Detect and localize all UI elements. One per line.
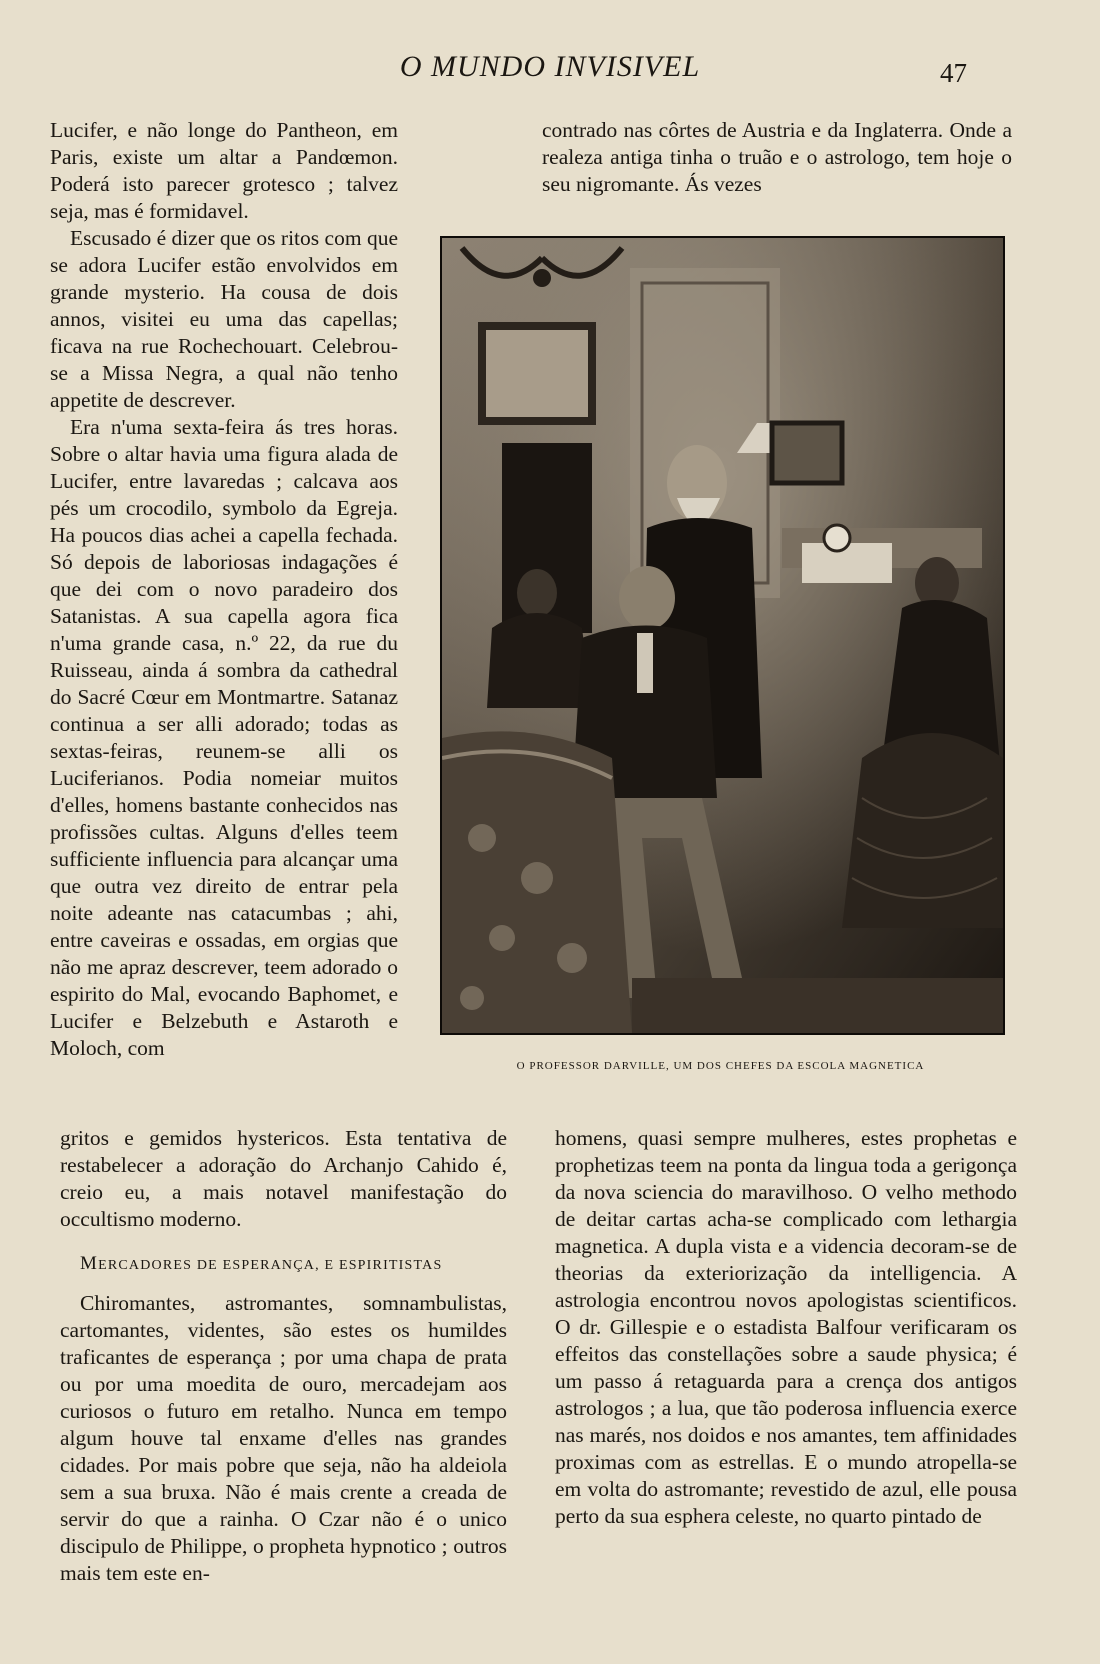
photograph [440, 236, 1005, 1035]
page-number: 47 [940, 58, 967, 88]
paragraph: homens, quasi sempre mulheres, estes prophetas e prophetizas teem na ponta da lingua toda a gerigonça da nova sciencia do maravilhoso. O velho methodo de deitar cartas acha-se complicado com lethargia magnetica. A dupla vista e a videncia decoram-se de theorias da exteriorização da intelligencia. A astrologia encontrou novos apologistas scientificos. O dr. Gillespie e o estadista Balfour verificaram os effeitos das constellações sobre a saude physica; é um passo á retaguarda para a crença dos antigos astrologos ; a lua, que tão poderosa influencia exerce nas marés, nos doidos e nos amantes, tem affinidades proximas com as estrellas. E o mundo atropella-se em volta do astromante; revestido de azul, elle pousa perto da sua esphera celeste, no quarto pintado de [555, 1126, 1017, 1528]
running-title: O MUNDO INVISIVEL [399, 50, 701, 83]
right-column-top [542, 117, 1012, 198]
paragraph: Era n'uma sexta-feira ás tres horas. Sobre o altar havia uma figura alada de Lucifer, entre lavaredas ; calcava aos pés um crocodilo, symbolo da Egreja. Ha poucos dias achei a capella fechada. Só depois de laboriosas indagações é que dei com o novo paradeiro dos Satanistas. A sua capella agora fica n'uma grande casa, n.º 22, da rue du Ruisseau, ainda á sombra da cathedral do Sacré Cœur em Montmartre. Satanaz continua a ser alli adorado; todas as sextas-feiras, reunem-se alli os Luciferianos. Podia nomeiar muitos d'elles, homens bastante conhecidos nas profissões cultas. Alguns d'elles teem sufficiente influencia para alcançar uma que outra vez direito de entrar pela noite adeante nas catacumbas ; ahi, entre caveiras e ossadas, em orgias que não me apraz descrever, teem adorado o espirito do Mal, evocando Baphomet, e Lucifer e Belzebuth e Astaroth e Moloch, com [50, 415, 398, 1060]
right-column-bottom [555, 1125, 1017, 1530]
paragraph: Escusado é dizer que os ritos com que se adora Lucifer estão envolvidos em grande mysterio. Ha cousa de dois annos, visitei eu uma das capellas; ficava na rue Rochechouart. Celebrou-se a Missa Negra, a qual não tenho appetite de descrever. [50, 226, 398, 412]
section-heading [80, 1253, 520, 1275]
paragraph: contrado nas côrtes de Austria e da Inglaterra. Onde a realeza antiga tinha o truão e o astrologo, tem hoje o seu nigromante. Ás vezes [542, 118, 1012, 196]
left-column-top [50, 117, 398, 1062]
photo-caption: O PROFESSOR DARVILLE, UM DOS CHEFES DA ESCOLA MAGNETICA [516, 1060, 925, 1072]
paragraph: gritos e gemidos hystericos. Esta tentativa de restabelecer a adoração do Archanjo Cahido é, creio eu, a mais notavel manifestação do occultismo moderno. [60, 1126, 507, 1231]
heading-text: ERCADORES DE ESPERANÇA, E ESPIRITISTAS [98, 1258, 443, 1273]
heading-initial: M [80, 1253, 99, 1274]
photograph-image [442, 238, 1003, 1033]
paragraph: Chiromantes, astromantes, somnambulistas, cartomantes, videntes, são estes os humildes traficantes de esperança ; por uma chapa de prata ou por uma moedita de ouro, mercadejam aos curiosos o futuro em retalho. Nunca em tempo algum houve tal enxame d'elles nas grandes cidades. Por mais pobre que seja, não ha aldeiola sem a sua bruxa. Não é mais crente a creada de servir do que a rainha. O Czar não é o unico discipulo de Philippe, o propheta hypnotico ; outros mais tem este en- [60, 1291, 507, 1585]
paragraph: Lucifer, e não longe do Pantheon, em Paris, existe um altar a Pandœmon. Poderá isto parecer grotesco ; talvez seja, mas é formidavel. [50, 118, 398, 223]
left-column-continuation [60, 1125, 507, 1233]
section-body [60, 1290, 507, 1587]
